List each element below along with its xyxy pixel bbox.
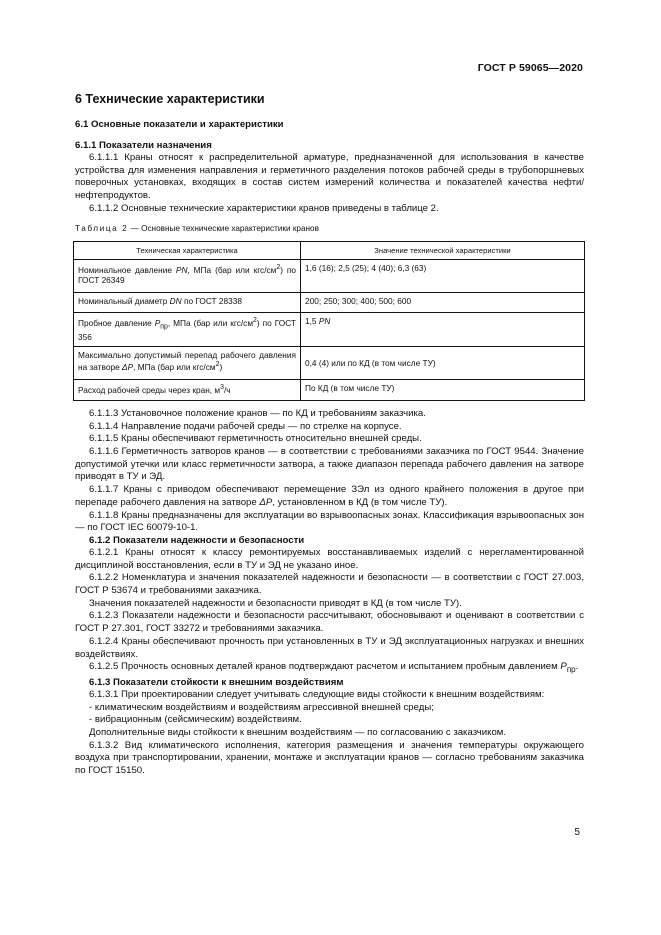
paragraph-6-1-1-8: 6.1.1.8 Краны предназначены для эксплуатации во взрывоопасных зонах. Классификация взрывоопасных зон — по ГОСТ IEC 60079-10-1. (75, 509, 584, 534)
paragraph-6-1-2-4: 6.1.2.4 Краны обеспечивают прочность при установленных в ТУ и ЭД эксплуатационных нагрузках и внешних воздействиях. (75, 635, 584, 660)
cell-superscript: 2 (215, 361, 220, 369)
paragraph-6-1-2-5 (75, 661, 584, 677)
paragraph-symbol: ΔP (259, 496, 273, 508)
paragraph-symbol: P (560, 661, 567, 673)
list-item: - климатическим воздействиям и воздействиям агрессивной внешней среды; (89, 701, 434, 713)
table-row (74, 346, 585, 379)
table-header-row (74, 241, 585, 259)
table-cell-value: По КД (в том числе ТУ) (301, 379, 585, 400)
subsection-6-1-title: 6.1 Основные показатели и характеристики (75, 119, 284, 130)
cell-text: , МПа (бар или кгс/см (133, 362, 216, 373)
document-id: ГОСТ Р 59065—2020 (477, 62, 583, 74)
paragraph-6-1-2-2b: Значения показателей надежности и безопасности приводят в КД (в том числе ТУ). (89, 597, 462, 609)
page-content (75, 92, 584, 778)
cell-text: 1,5 (305, 315, 319, 326)
table-cell-value: 200; 250; 300; 400; 500; 600 (301, 292, 585, 312)
page-number: 5 (574, 827, 580, 838)
cell-text: ) по ГОСТ 26349 (78, 264, 296, 285)
cell-text: ) (219, 362, 223, 373)
table-header-characteristic: Техническая характеристика (74, 241, 301, 259)
table-cell-value: 0,4 (4) или по КД (в том числе ТУ) (301, 346, 585, 379)
cell-superscript: 2 (253, 316, 257, 324)
table-cell-characteristic (74, 292, 301, 312)
cell-text: по ГОСТ 28338 (181, 295, 242, 306)
paragraph-text: , установленном в КД (в том числе ТУ). (272, 496, 448, 508)
list-item: - вибрационным (сейсмическим) воздействиям. (89, 714, 302, 726)
cell-symbol: P (154, 317, 161, 328)
paragraph-6-1-1-4: 6.1.1.4 Направление подачи рабочей среды — по стрелке на корпусе. (89, 420, 402, 432)
table-cell-characteristic (74, 346, 301, 379)
table-cell-characteristic (74, 259, 301, 292)
cell-symbol: PN (175, 264, 188, 275)
paragraph-6-1-2-1: 6.1.2.1 Краны относят к классу ремонтируемых восстанавливаемых изделий с нерегламентированной дисциплиной восстановления, если в ТУ и ЭД не указано иное. (75, 546, 584, 571)
table-row (74, 259, 585, 292)
cell-symbol: ΔP (122, 362, 134, 373)
subsection-6-1-3-title: 6.1.3 Показатели стойкости к внешним воздействиям (89, 676, 344, 688)
spec-table (73, 241, 585, 401)
table-cell-value (301, 312, 585, 346)
paragraph-6-1-1-7 (75, 484, 584, 509)
table-cell-characteristic (74, 312, 301, 346)
cell-superscript: 2 (276, 263, 281, 271)
table-row (74, 292, 585, 312)
paragraph-6-1-3-1: 6.1.3.1 При проектировании следует учитывать следующие виды стойкости к внешним воздействиям: (89, 688, 545, 700)
paragraph-text: . (575, 661, 579, 673)
cell-symbol: PN (318, 315, 331, 326)
cell-subscript: пр (160, 322, 168, 330)
table-cell-characteristic (74, 379, 301, 400)
table-row (74, 312, 585, 346)
paragraph-6-1-2-3: 6.1.2.3 Показатели надежности и безопасности рассчитывают, обосновывают и оценивают в соответствии с ГОСТ Р 27.301, ГОСТ 33272 и требованиями заказчика. (75, 610, 584, 635)
paragraph-6-1-3-1b: Дополнительные виды стойкости к внешним воздействиям — по согласованию с заказчиком. (89, 727, 507, 739)
cell-text: ) по ГОСТ 356 (78, 317, 297, 343)
subsection-6-1-1-title: 6.1.1 Показатели назначения (75, 140, 212, 151)
paragraph-6-1-1-6: 6.1.1.6 Герметичность затворов кранов — в соответствии с требованиями заказчика по ГОСТ 9544. Значение допустимой утечки или класс герметичности затвора, а также диапазон перепада рабочего давления на затворе приводят в ТУ и ЭД. (75, 446, 584, 483)
cell-text: Максимально допустимый перепад рабочего давления на затворе (78, 349, 296, 373)
table-row (74, 379, 585, 400)
table-header-value: Значение технической характеристики (301, 241, 585, 259)
cell-text: Пробное давление (78, 317, 155, 328)
cell-text: Номинальный диаметр (78, 295, 170, 306)
paragraph-6-1-1-2: 6.1.1.2 Основные технические характеристики кранов приведены в таблице 2. (89, 202, 439, 214)
cell-text: Расход рабочей среды через кран, м (78, 384, 221, 395)
cell-text: , МПа (бар или кгс/см (167, 317, 254, 328)
section-title: 6 Технические характеристики (75, 92, 265, 106)
paragraph-6-1-1-3: 6.1.1.3 Установочное положение кранов — по КД и требованиям заказчика. (89, 407, 426, 419)
subsection-6-1-2-title: 6.1.2 Показатели надежности и безопасности (89, 534, 305, 546)
paragraph-6-1-1-1: 6.1.1.1 Краны относят к распределительной арматуре, предназначенной для использования в качестве устройства для изменения направления и герметичного разделения потоков рабочей среды в трубопоршневых поверочных установках, входящих в состав систем измерений количества и показателей качества нефти/нефтепродуктов. (75, 152, 584, 202)
table-caption-label: Таблица 2 (75, 223, 129, 233)
paragraph-6-1-2-2: 6.1.2.2 Номенклатура и значения показателей надежности и безопасности — в соответствии с ГОСТ 27.003, ГОСТ Р 53674 и требованиями заказчика. (75, 572, 584, 597)
cell-text: Номинальное давление (78, 264, 176, 275)
paragraph-text: 6.1.2.5 Прочность основных деталей кранов подтверждают расчетом и испытанием пробным давлением (89, 661, 561, 673)
cell-symbol: DN (169, 295, 182, 306)
cell-superscript: 3 (220, 383, 224, 391)
table-caption-text: — Основные технические характеристики кранов (128, 223, 319, 233)
paragraph-subscript: пр (566, 665, 576, 675)
paragraph-6-1-1-5: 6.1.1.5 Краны обеспечивают герметичность относительно внешней среды. (89, 433, 422, 445)
cell-text: , МПа (бар или кгс/см (187, 264, 277, 275)
cell-text: /ч (223, 384, 231, 395)
paragraph-text: 6.1.1.7 Краны с приводом обеспечивают перемещение ЗЭл из одного крайнего положения в другое при перепаде рабочего давления на затворе (75, 484, 584, 508)
table-caption (75, 224, 584, 233)
paragraph-6-1-3-2: 6.1.3.2 Вид климатического исполнения, категория размещения и значения температуры окружающего воздуха при транспортировании, хранении, монтаже и эксплуатации кранов — согласно требованиям заказчика по ГОСТ 15150. (75, 739, 584, 777)
table-cell-value: 1,6 (16); 2,5 (25); 4 (40); 6,3 (63) (301, 259, 585, 292)
